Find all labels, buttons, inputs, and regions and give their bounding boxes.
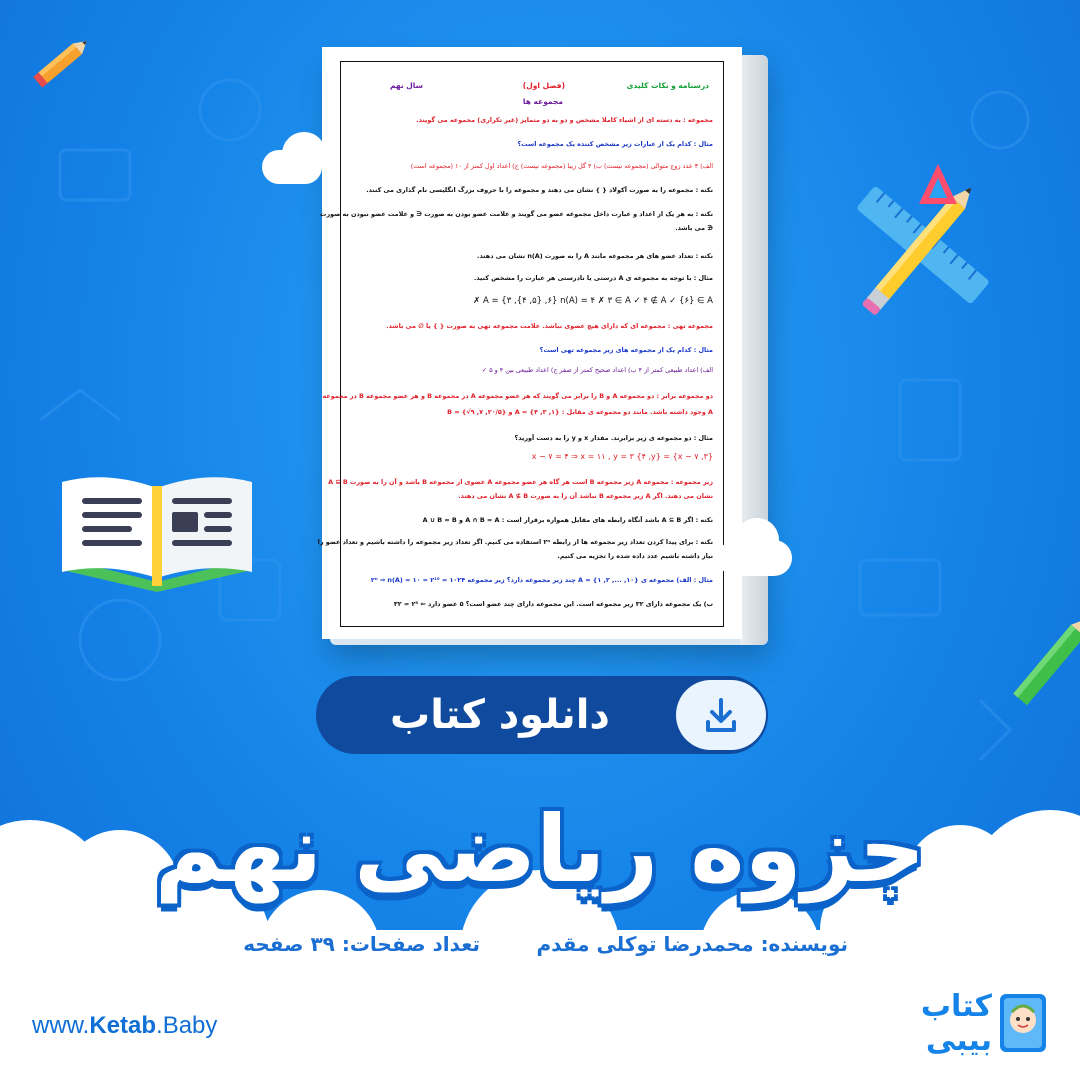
preview-line: دو مجموعه برابر : دو مجموعه A و B را برابر می گویند که هر عضو مجموعه A در مجموعه B و هر عضو مجموعه B در مجموعه <box>322 392 713 400</box>
preview-line: نکته : اگر A ⊆ B باشد آنگاه رابطه های مقابل همواره برقرار است : A ∩ B = A و A ∪ B = B <box>422 516 713 524</box>
preview-line: A = {۳ ,{۴ ,۵} ,۶} n(A) = ۴ ✗ ۳ ∈ A ✓ ۴ ∉ A ✓ {۶} ∈ A ✗ <box>473 296 713 306</box>
triangle-icon <box>915 160 961 210</box>
site-suffix: .Baby <box>156 1012 218 1039</box>
preview-line: ب) یک مجموعه دارای ۳۲ زیر مجموعه است. این مجموعه دارای چند عضو است؟ ۵ عضو دارد ⇐ ۲⁵ = ۳۲ <box>393 600 713 608</box>
preview-line: مجموعه : به دسته ای از اشیاء کاملا مشخص و دو به دو متمایز (غیر تکراری) مجموعه می گویند. <box>416 116 713 124</box>
logo-text <box>921 990 992 1058</box>
preview-line: مثال : کدام یک از عبارات زیر مشخص کننده یک مجموعه است؟ <box>517 140 713 148</box>
preview-line: مثال : الف) مجموعه ی A = {۱ ,۲ ,... ,۱۰} چند زیر مجموعه دارد؟ زیر مجموعه ۱۰۲۴ = ۲¹⁰ = ۲ⁿ ⇒ n(A) = ۱۰ <box>370 576 713 584</box>
ketab-baby-logo <box>850 988 1050 1060</box>
baby-book-icon <box>996 990 1050 1056</box>
preview-line: مثال : کدام یک از مجموعه های زیر مجموعه تهی است؟ <box>539 346 713 354</box>
page-frame <box>317 61 724 627</box>
logo-line1: کتاب <box>920 989 992 1024</box>
download-label[interactable]: دانلود کتاب <box>390 692 610 738</box>
site-url[interactable] <box>32 1012 217 1040</box>
preview-line: الف) ۳ عدد زوج متوالی (مجموعه نیست) ب) ۴ گل زیبا (مجموعه نیست) ج) اعداد اول کمتر از ۱۰ (مجموعه است) <box>410 162 713 170</box>
preview-header-left: سال نهم <box>390 81 423 90</box>
preview-line: A وجود داشته باشد. مانند دو مجموعه ی مقابل : A = {۴ ,۳ ,۱} و B = {√۹ ,۷ ,۲۰/۵} <box>447 408 713 416</box>
download-icon <box>676 680 766 750</box>
preview-header-right: درسنامه و نکات کلیدی <box>626 81 709 90</box>
preview-line: الف) اعداد طبیعی کمتر از ۴ ب) اعداد صحیح کمتر از صفر ج) اعداد طبیعی بین ۴ و ۵ ✓ <box>481 366 713 374</box>
preview-line: مثال : دو مجموعه ی زیر برابرند. مقدار x و y را به دست آورید؟ <box>514 434 713 442</box>
preview-line: مثال : با توجه به مجموعه ی A درستی یا نادرستی هر عبارت را مشخص کنید. <box>473 274 713 282</box>
site-brand: Ketab <box>89 1012 157 1039</box>
open-book-icon <box>52 462 262 592</box>
preview-line: نکته : مجموعه را به صورت آکولاد { } نشان می دهند و مجموعه را با حروف بزرگ انگلیسی نام گذاری می کنند. <box>366 186 713 194</box>
preview-line: نکته : برای پیدا کردن تعداد زیر مجموعه ها از رابطه ۲ⁿ استفاده می کنیم. اگر تعداد زیر مجموعه را داشته باشیم و تعداد عضو را <box>317 538 713 546</box>
preview-line: نکته : تعداد عضو های هر مجموعه مانند A را به صورت n(A) نشان می دهند. <box>477 252 713 260</box>
pencil-icon <box>28 30 98 92</box>
preview-line: {x − ۷ ,۳} = {۴ ,y} x − ۷ = ۴ ⇒ x = ۱۱ , y = ۳ <box>531 452 713 461</box>
preview-line: مجموعه تهی : مجموعه ای که دارای هیچ عضوی نباشد. علامت مجموعه تهی به صورت { } یا ∅ می باشد. <box>386 322 713 330</box>
preview-line: نکته : به هر یک از اعداد و عبارت داخل مجموعه عضو می گویند و علامت عضو بودن به صورت ∈ و علامت عضو نبودن به صورت <box>320 210 713 218</box>
preview-line: زیر مجموعه : مجموعه A زیر مجموعه B است هر گاه هر عضو مجموعه A عضوی از مجموعه B باشد و آن را به صورت A ⊆ B <box>328 478 713 486</box>
logo-line2: بیبی <box>925 1023 992 1058</box>
preview-subheader: مجموعه ها <box>522 97 563 106</box>
preview-line: نشان می دهند. اگر A زیر مجموعه B نباشد آن را به صورت A ⊈ B نشان می دهند. <box>458 492 713 500</box>
book-page-preview <box>317 47 742 639</box>
preview-header-mid: (فصل اول) <box>522 81 565 90</box>
green-pencil-icon <box>1018 610 1080 720</box>
book-title: جزوه ریاضی نهم <box>154 796 926 903</box>
download-button[interactable] <box>676 680 766 750</box>
pages-text: تعداد صفحات: ۳۹ صفحه <box>243 932 480 956</box>
author-text: نویسنده: محمدرضا توکلی مقدم <box>536 932 848 956</box>
preview-line: ∉ می باشد. <box>675 224 713 232</box>
preview-line: نیاز داشته باشیم عدد داده شده را تجزیه می کنیم. <box>557 552 713 560</box>
site-prefix: www. <box>32 1012 90 1039</box>
